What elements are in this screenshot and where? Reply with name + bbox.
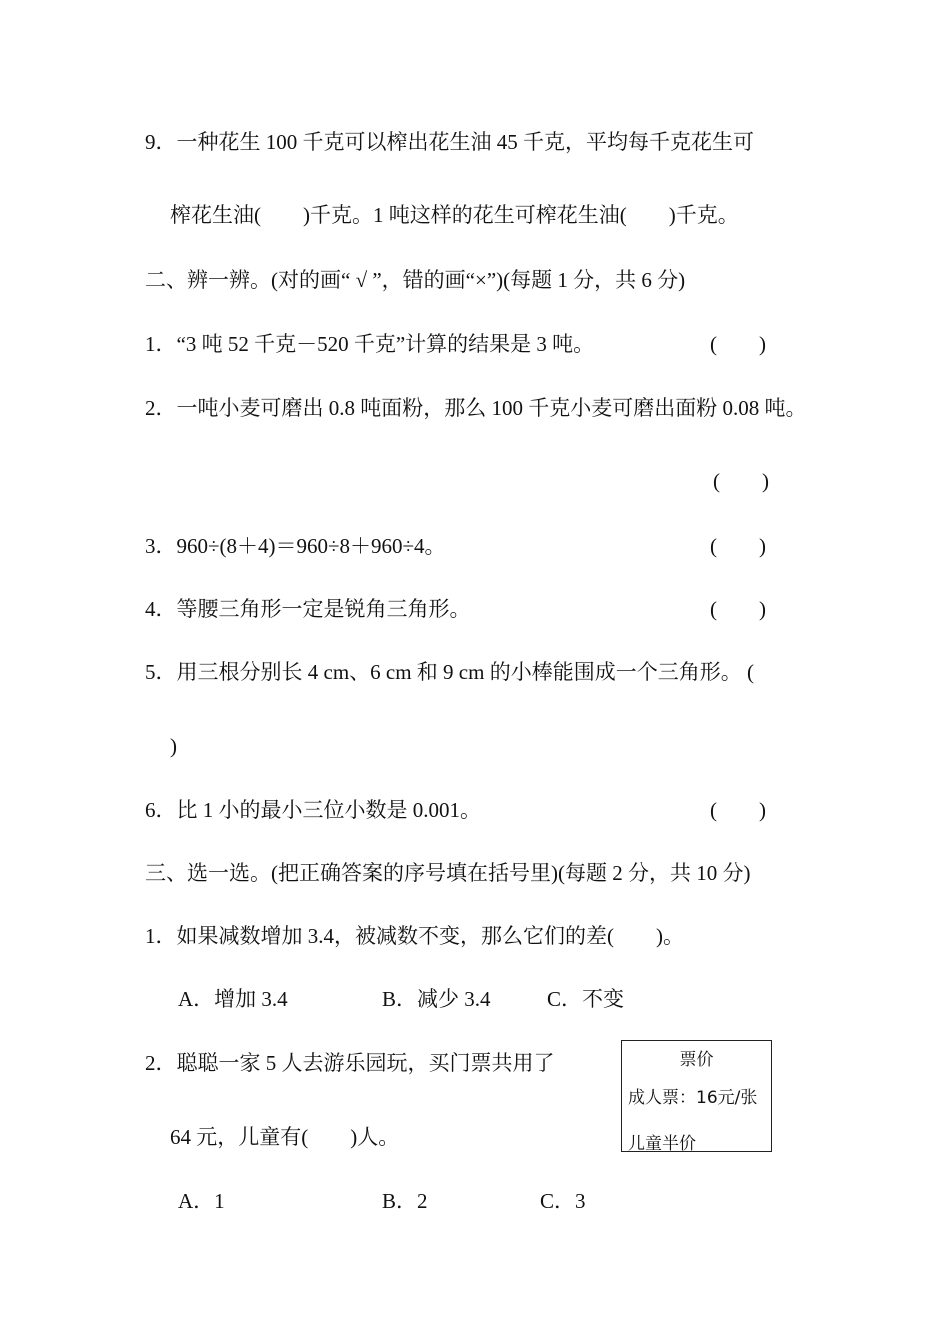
q9-line2: 榨花生油( )千克。1 吨这样的花生可榨花生油( )千克。 bbox=[170, 203, 739, 227]
s3-q2-option-c: C．3 bbox=[540, 1189, 586, 1213]
q9-line1: 9．一种花生 100 千克可以榨出花生油 45 千克，平均每千克花生可 bbox=[145, 130, 754, 154]
s2-item6-text: 6．比 1 小的最小三位小数是 0.001。 bbox=[145, 798, 481, 822]
s2-item4-paren: ( ) bbox=[710, 597, 766, 621]
ticket-price-box bbox=[621, 1040, 772, 1152]
section3-heading: 三、选一选。(把正确答案的序号填在括号里)(每题 2 分，共 10 分) bbox=[145, 861, 751, 885]
s3-q2-option-b: B．2 bbox=[382, 1189, 428, 1213]
s2-item1-paren: ( ) bbox=[710, 332, 766, 356]
s2-item5-text: 5．用三根分别长 4 cm、6 cm 和 9 cm 的小棒能围成一个三角形。 ( bbox=[145, 660, 754, 684]
s3-q2-line1: 2．聪聪一家 5 人去游乐园玩，买门票共用了 bbox=[145, 1051, 555, 1075]
s3-q1-option-a: A．增加 3.4 bbox=[178, 987, 288, 1011]
s2-item3-paren: ( ) bbox=[710, 534, 766, 558]
s2-item1-text: 1．“3 吨 52 千克－520 千克”计算的结果是 3 吨。 bbox=[145, 332, 595, 356]
s3-q1-option-b: B．减少 3.4 bbox=[382, 987, 491, 1011]
s3-q1-text: 1．如果减数增加 3.4，被减数不变，那么它们的差( )。 bbox=[145, 924, 684, 948]
s2-item3-text: 3．960÷(8＋4)＝960÷8＋960÷4。 bbox=[145, 534, 446, 558]
s2-item4-text: 4．等腰三角形一定是锐角三角形。 bbox=[145, 597, 471, 621]
price-box-adult: 成人票：16元/张 bbox=[628, 1088, 758, 1108]
s3-q1-option-c: C．不变 bbox=[547, 987, 625, 1011]
s2-item2-text: 2．一吨小麦可磨出 0.8 吨面粉，那么 100 千克小麦可磨出面粉 0.08 吨。 bbox=[145, 396, 807, 420]
s2-item5-paren: ) bbox=[170, 734, 177, 758]
s2-item6-paren: ( ) bbox=[710, 798, 766, 822]
s3-q2-line2: 64 元，儿童有( )人。 bbox=[170, 1125, 400, 1149]
s2-item2-paren: ( ) bbox=[713, 469, 769, 493]
price-box-child: 儿童半价 bbox=[628, 1134, 696, 1154]
price-box-title: 票价 bbox=[679, 1050, 714, 1070]
section2-heading: 二、辨一辨。(对的画“ √ ”，错的画“×”)(每题 1 分，共 6 分) bbox=[145, 268, 686, 292]
s3-q2-option-a: A．1 bbox=[178, 1189, 225, 1213]
